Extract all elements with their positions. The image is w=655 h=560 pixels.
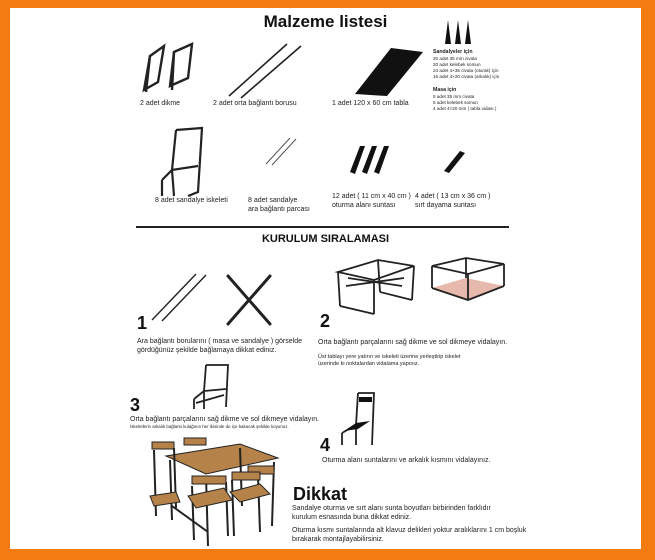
material-label: 8 adet sandalye iskeleti: [155, 197, 228, 204]
material-label: 12 adet ( 11 cm x 40 cm ) oturma alanı suntası: [332, 193, 411, 209]
connecting-pipes-icon: [225, 40, 305, 100]
table-frame-with-top-icon: [426, 256, 508, 316]
assembly-title: KURULUM SIRALAMASI: [261, 233, 390, 245]
step-number: 4: [320, 435, 331, 455]
chair-frame-icon: [158, 126, 210, 198]
material-label: 4 adet ( 13 cm x 36 cm ) sırt dayama suntası: [415, 193, 491, 209]
warning-text: Oturma kısmı suntalarında alt klavuz delikleri yoktur aralıklarını 1 cm boşluk bırakarak montajlayabilirsiniz.: [292, 527, 527, 543]
material-label: 1 adet 120 x 60 cm tabla: [332, 100, 409, 107]
table-frame-icon: [334, 256, 418, 318]
material-label: 2 adet orta bağlantı borusu: [213, 100, 297, 107]
hardware-chairs-list: 20 adet 35 mm civata 20 adet kelebek somun 24 adet 4×35 civata (oturak) için 16 adet 4×20 civata (arkalık) için: [433, 56, 500, 79]
crossed-pipes-icon: [224, 274, 274, 326]
page-title: Malzeme listesi: [263, 12, 388, 31]
step-number: 1: [137, 313, 148, 333]
seat-boards-icon: [350, 146, 390, 174]
hardware-table-list: 5 adet 35 mm civata 5 adet kelebek somun 4 adet 4×20 mm ( tabla vidası ): [433, 94, 497, 111]
step-number: 2: [320, 311, 331, 331]
material-label: 8 adet sandalye ara bağlantı parcası: [248, 197, 310, 213]
warning-title: Dikkat: [293, 484, 348, 504]
step-number: 3: [130, 395, 141, 415]
step-text: Orta bağlantı parçalarını sağ dikme ve sol dikmeye vidalayın.: [318, 339, 508, 346]
frame-legs-icon: [140, 38, 210, 100]
material-label: 2 adet dikme: [140, 100, 181, 107]
instruction-sheet: [10, 8, 641, 549]
section-divider: [136, 226, 509, 228]
assembled-chair-icon: [338, 391, 378, 447]
table-top-icon: [355, 46, 425, 96]
back-board-icon: [444, 151, 466, 173]
connecting-pipes-icon: [150, 272, 210, 322]
step-text: Ara bağlantı borularını ( masa ve sandalye ) görselde gördüğünüz şekilde bağlamaya dikkat ediniz.: [137, 338, 302, 354]
hardware-chairs-title: Sandalyeler için: [433, 49, 473, 55]
chair-connector-icon: [264, 136, 298, 166]
bolts-icon: [442, 20, 476, 44]
step-text: Oturma alanı suntalarını ve arkalık kısmını vidalayınız.: [322, 457, 491, 464]
chair-frame-icon: [190, 363, 234, 411]
assembled-table-set-illustration: [148, 436, 280, 548]
hardware-table-title: Masa için: [433, 87, 457, 93]
step-text: Orta bağlantı parçalarını sağ dikme ve sol dikmeye vidalayın.: [130, 416, 320, 423]
step-note: İskeletlerin arkalık bağlantı kulağının her ikisinde de içe bakacak şekilde koyunuz.: [130, 424, 289, 429]
step-note: Üst tablayı yere yatırın ve iskeleti üzerine yerleştirip iskelet üzerinde ki noktalardan vidalama yapınız.: [318, 354, 461, 367]
warning-text: Sandalye oturma ve sırt alanı sunta boyutları birbirinden farklıdır kurulum esnasında buna dikkat ediniz.: [292, 505, 491, 521]
